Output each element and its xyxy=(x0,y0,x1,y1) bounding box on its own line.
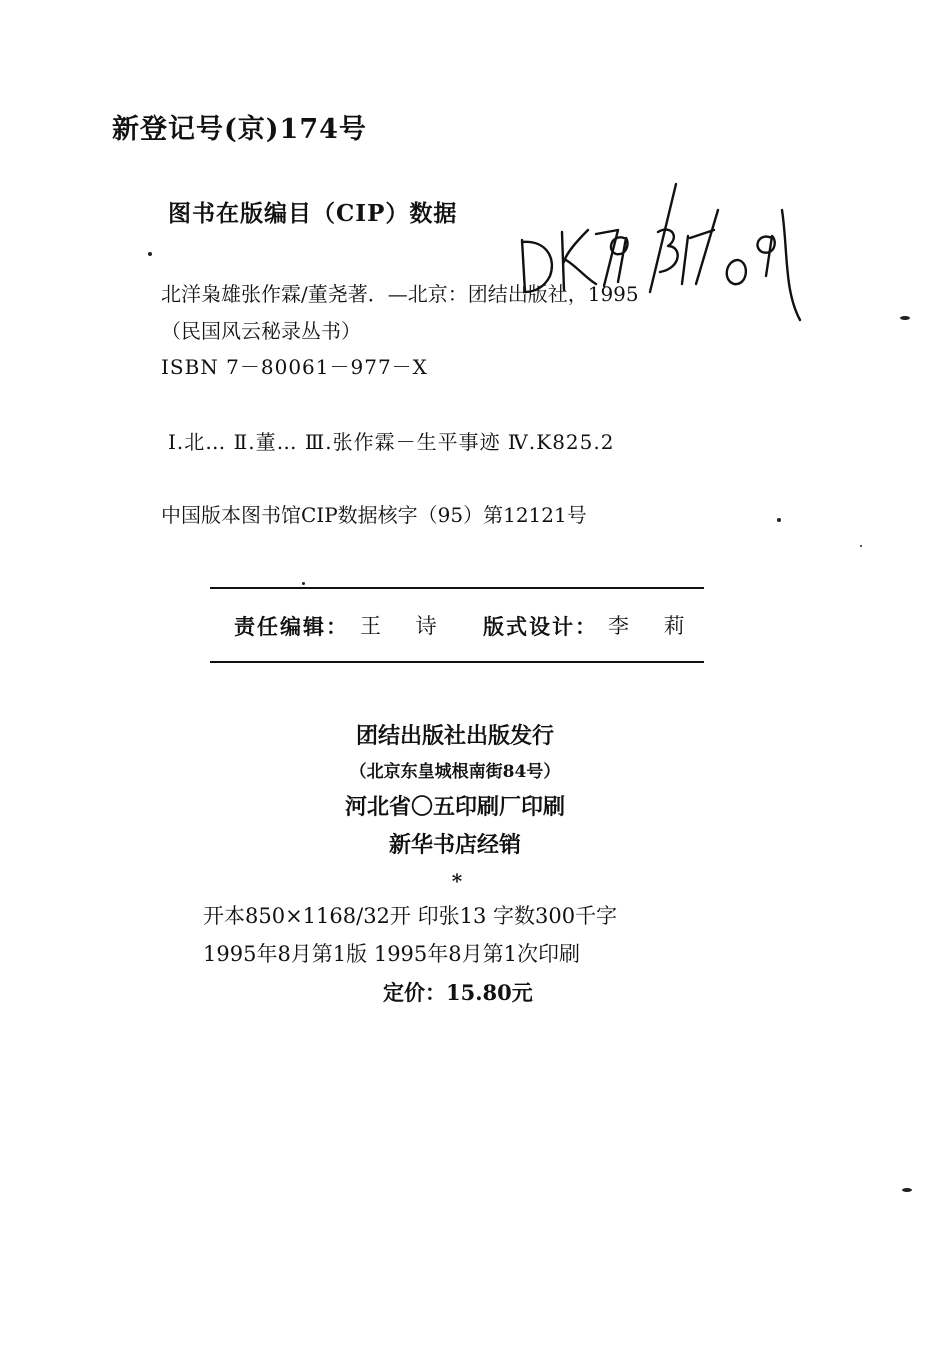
credits-bottom-rule xyxy=(210,661,704,663)
scan-speck xyxy=(302,582,305,585)
scan-speck xyxy=(900,316,910,320)
designer-name: 李 莉 xyxy=(608,614,699,638)
cip-series: （民国风云秘录丛书） xyxy=(161,319,361,343)
editor-label: 责任编辑： xyxy=(234,614,349,639)
edition-line: 1995年8月第1版 1995年8月第1次印刷 xyxy=(203,942,581,966)
scan-speck xyxy=(777,518,781,522)
separator-star: * xyxy=(451,869,463,893)
cip-isbn: ISBN 7－80061－977－X xyxy=(161,355,428,379)
editor-name: 王 诗 xyxy=(360,614,451,638)
cip-record-number: 中国版本图书馆CIP数据核字（95）第12121号 xyxy=(161,503,587,527)
designer-label: 版式设计： xyxy=(483,614,598,639)
registration-number: 新登记号(京)174号 xyxy=(112,114,367,145)
handwritten-note-signature xyxy=(500,180,830,330)
scan-speck xyxy=(902,1188,912,1192)
distributor-line: 新华书店经销 xyxy=(388,832,521,858)
publisher-line: 团结出版社出版发行 xyxy=(355,723,554,749)
printer-line: 河北省〇五印刷厂印刷 xyxy=(344,794,565,820)
credits-top-rule xyxy=(210,587,704,589)
cip-title-line: 北洋枭雄张作霖/董尧著．—北京：团结出版社，1995 xyxy=(161,282,639,306)
scan-speck xyxy=(148,252,152,256)
publisher-address: （北京东皇城根南街84号） xyxy=(349,762,561,782)
scan-speck xyxy=(860,545,862,547)
price-line: 定价：15.80元 xyxy=(383,980,533,1005)
format-line: 开本850×1168/32开 印张13 字数300千字 xyxy=(203,904,618,928)
cip-classification: Ⅰ.北… Ⅱ.董… Ⅲ.张作霖－生平事迹 Ⅳ.K825.2 xyxy=(168,430,615,454)
cip-heading: 图书在版编目（CIP）数据 xyxy=(168,200,458,227)
